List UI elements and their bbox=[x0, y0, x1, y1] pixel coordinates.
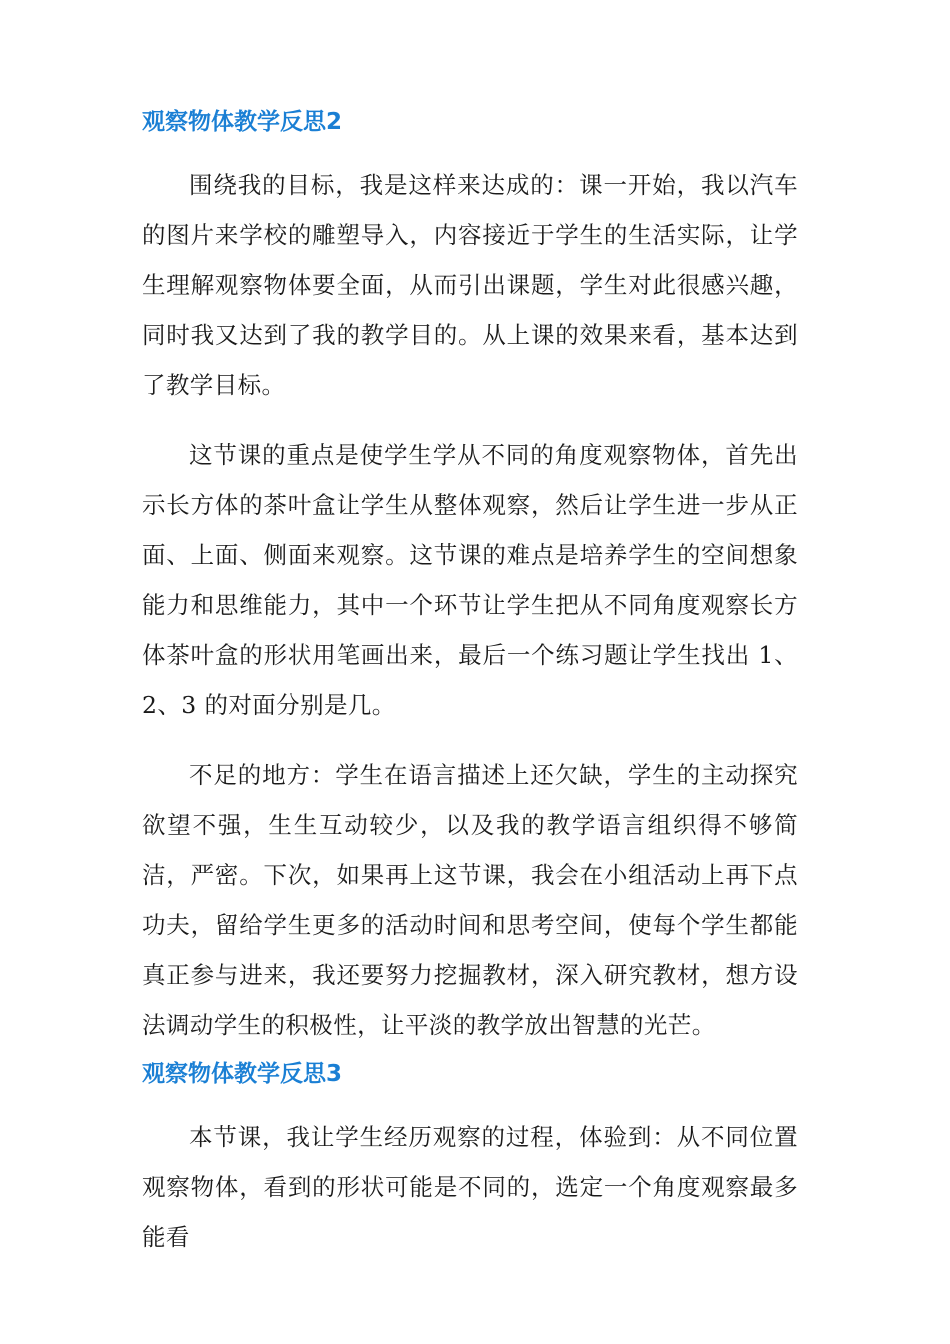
section-heading-2: 观察物体教学反思2 bbox=[142, 109, 343, 135]
section-heading-3: 观察物体教学反思3 bbox=[142, 1061, 343, 1087]
paragraph: 不足的地方：学生在语言描述上还欠缺，学生的主动探究欲望不强，生生互动较少，以及我的教学语言组织得不够简洁，严密。下次，如果再上这节课，我会在小组活动上再下点功夫，留给学生更多的活动时间和思考空间，使每个学生都能真正参与进来，我还要努力挖掘教材，深入研究教材，想方设法调动学生的积极性，让平淡的教学放出智慧的光芒。 bbox=[142, 761, 798, 1039]
paragraph: 这节课的重点是使学生学从不同的角度观察物体，首先出示长方体的茶叶盒让学生从整体观察，然后让学生进一步从正面、上面、侧面来观察。这节课的难点是培养学生的空间想象能力和思维能力，其中一个环节让学生把从不同角度观察长方体茶叶盒的形状用笔画出来，最后一个练习题让学生找出 1、2、3 的对面分别是几。 bbox=[142, 441, 798, 719]
paragraph: 围绕我的目标，我是这样来达成的：课一开始，我以汽车的图片来学校的雕塑导入，内容接近于学生的生活实际，让学生理解观察物体要全面，从而引出课题，学生对此很感兴趣，同时我又达到了我的教学目的。从上课的效果来看，基本达到了教学目标。 bbox=[142, 171, 798, 399]
document-page bbox=[142, 104, 798, 1262]
paragraph: 本节课，我让学生经历观察的过程，体验到：从不同位置观察物体，看到的形状可能是不同的，选定一个角度观察最多能看 bbox=[142, 1123, 798, 1251]
